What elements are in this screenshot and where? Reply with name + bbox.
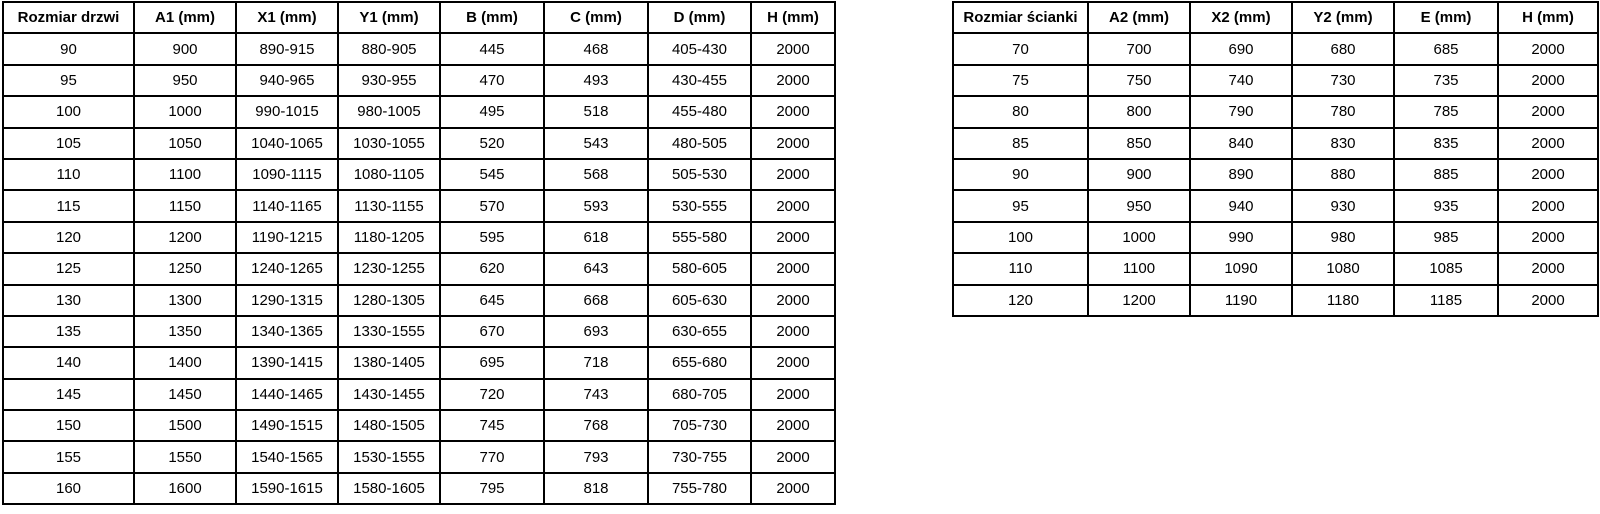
table-cell: 120 xyxy=(3,222,134,253)
table-cell: 900 xyxy=(1088,159,1190,190)
table-cell: 685 xyxy=(1394,33,1498,64)
table-cell: 1100 xyxy=(134,159,236,190)
table-cell: 2000 xyxy=(751,33,835,64)
table-cell: 695 xyxy=(440,347,544,378)
table-cell: 1030-1055 xyxy=(338,128,440,159)
column-header: X1 (mm) xyxy=(236,2,338,33)
table-cell: 690 xyxy=(1190,33,1292,64)
table-cell: 880 xyxy=(1292,159,1394,190)
table-cell: 130 xyxy=(3,285,134,316)
table-cell: 818 xyxy=(544,473,648,504)
table-cell: 1190-1215 xyxy=(236,222,338,253)
table-cell: 745 xyxy=(440,410,544,441)
column-header: E (mm) xyxy=(1394,2,1498,33)
table-cell: 1290-1315 xyxy=(236,285,338,316)
table-row xyxy=(3,347,835,378)
table-cell: 1190 xyxy=(1190,285,1292,316)
table-cell: 1400 xyxy=(134,347,236,378)
table-cell: 1090 xyxy=(1190,253,1292,284)
table-cell: 1180-1205 xyxy=(338,222,440,253)
table-row xyxy=(953,190,1598,221)
table-cell: 890 xyxy=(1190,159,1292,190)
column-header: B (mm) xyxy=(440,2,544,33)
table-cell: 445 xyxy=(440,33,544,64)
table-row xyxy=(953,285,1598,316)
wall-sizes-table xyxy=(952,1,1599,317)
table-cell: 85 xyxy=(953,128,1088,159)
table-cell: 720 xyxy=(440,379,544,410)
table-cell: 593 xyxy=(544,190,648,221)
table-cell: 493 xyxy=(544,65,648,96)
table-cell: 480-505 xyxy=(648,128,751,159)
table-row xyxy=(3,253,835,284)
table-cell: 140 xyxy=(3,347,134,378)
table-cell: 1240-1265 xyxy=(236,253,338,284)
table-cell: 1180 xyxy=(1292,285,1394,316)
table-cell: 570 xyxy=(440,190,544,221)
table-cell: 1300 xyxy=(134,285,236,316)
table-cell: 2000 xyxy=(1498,190,1598,221)
table-cell: 2000 xyxy=(751,379,835,410)
table-cell: 1000 xyxy=(134,96,236,127)
table-cell: 568 xyxy=(544,159,648,190)
table-cell: 730-755 xyxy=(648,441,751,472)
table-cell: 930-955 xyxy=(338,65,440,96)
table-cell: 2000 xyxy=(751,222,835,253)
table-cell: 2000 xyxy=(1498,222,1598,253)
table-row xyxy=(3,159,835,190)
table-row xyxy=(953,33,1598,64)
table-cell: 2000 xyxy=(1498,159,1598,190)
table-cell: 1530-1555 xyxy=(338,441,440,472)
table-cell: 950 xyxy=(1088,190,1190,221)
table-row xyxy=(3,441,835,472)
table-cell: 2000 xyxy=(751,441,835,472)
table-cell: 1500 xyxy=(134,410,236,441)
header-row xyxy=(953,2,1598,33)
table-row xyxy=(953,253,1598,284)
table-cell: 940 xyxy=(1190,190,1292,221)
table-cell: 900 xyxy=(134,33,236,64)
table-cell: 1590-1615 xyxy=(236,473,338,504)
table-cell: 940-965 xyxy=(236,65,338,96)
table-cell: 90 xyxy=(3,33,134,64)
table-cell: 885 xyxy=(1394,159,1498,190)
table-cell: 120 xyxy=(953,285,1088,316)
table-cell: 850 xyxy=(1088,128,1190,159)
table-cell: 2000 xyxy=(751,316,835,347)
table-cell: 1340-1365 xyxy=(236,316,338,347)
table-cell: 785 xyxy=(1394,96,1498,127)
table-cell: 1000 xyxy=(1088,222,1190,253)
table-cell: 750 xyxy=(1088,65,1190,96)
table-cell: 1100 xyxy=(1088,253,1190,284)
table-cell: 1200 xyxy=(1088,285,1190,316)
table-cell: 1540-1565 xyxy=(236,441,338,472)
table-cell: 985 xyxy=(1394,222,1498,253)
table-row xyxy=(3,33,835,64)
column-header: Rozmiar drzwi xyxy=(3,2,134,33)
table-cell: 2000 xyxy=(751,159,835,190)
table-cell: 740 xyxy=(1190,65,1292,96)
table-cell: 1380-1405 xyxy=(338,347,440,378)
table-row xyxy=(3,96,835,127)
table-cell: 530-555 xyxy=(648,190,751,221)
table-cell: 668 xyxy=(544,285,648,316)
column-header: H (mm) xyxy=(1498,2,1598,33)
table-cell: 80 xyxy=(953,96,1088,127)
table-cell: 1140-1165 xyxy=(236,190,338,221)
table-cell: 680 xyxy=(1292,33,1394,64)
table-row xyxy=(3,316,835,347)
door-sizes-table xyxy=(2,1,836,505)
table-cell: 1085 xyxy=(1394,253,1498,284)
table-cell: 768 xyxy=(544,410,648,441)
table-cell: 2000 xyxy=(1498,253,1598,284)
table-cell: 620 xyxy=(440,253,544,284)
table-cell: 630-655 xyxy=(648,316,751,347)
table-cell: 1550 xyxy=(134,441,236,472)
column-header: Y2 (mm) xyxy=(1292,2,1394,33)
table-cell: 890-915 xyxy=(236,33,338,64)
table-cell: 430-455 xyxy=(648,65,751,96)
table-cell: 135 xyxy=(3,316,134,347)
table-cell: 618 xyxy=(544,222,648,253)
table-row xyxy=(953,96,1598,127)
table-cell: 1390-1415 xyxy=(236,347,338,378)
table-cell: 125 xyxy=(3,253,134,284)
table-cell: 980-1005 xyxy=(338,96,440,127)
table-cell: 520 xyxy=(440,128,544,159)
table-cell: 145 xyxy=(3,379,134,410)
table-row xyxy=(953,65,1598,96)
table-cell: 643 xyxy=(544,253,648,284)
table-cell: 930 xyxy=(1292,190,1394,221)
table-cell: 95 xyxy=(3,65,134,96)
table-cell: 1040-1065 xyxy=(236,128,338,159)
table-cell: 1130-1155 xyxy=(338,190,440,221)
table-cell: 793 xyxy=(544,441,648,472)
table-cell: 2000 xyxy=(1498,65,1598,96)
table-cell: 2000 xyxy=(751,347,835,378)
table-cell: 2000 xyxy=(751,65,835,96)
table-cell: 830 xyxy=(1292,128,1394,159)
table-cell: 1280-1305 xyxy=(338,285,440,316)
table-cell: 455-480 xyxy=(648,96,751,127)
table-cell: 1450 xyxy=(134,379,236,410)
table-cell: 680-705 xyxy=(648,379,751,410)
table-row xyxy=(3,222,835,253)
table-cell: 555-580 xyxy=(648,222,751,253)
table-cell: 100 xyxy=(953,222,1088,253)
table-cell: 160 xyxy=(3,473,134,504)
table-cell: 1480-1505 xyxy=(338,410,440,441)
table-row xyxy=(953,128,1598,159)
table-cell: 2000 xyxy=(751,190,835,221)
column-header: C (mm) xyxy=(544,2,648,33)
table-cell: 950 xyxy=(134,65,236,96)
table-cell: 755-780 xyxy=(648,473,751,504)
table-cell: 1230-1255 xyxy=(338,253,440,284)
column-header: D (mm) xyxy=(648,2,751,33)
table-cell: 770 xyxy=(440,441,544,472)
column-header: H (mm) xyxy=(751,2,835,33)
table-cell: 2000 xyxy=(1498,96,1598,127)
table-cell: 1440-1465 xyxy=(236,379,338,410)
table-cell: 1200 xyxy=(134,222,236,253)
table-cell: 1050 xyxy=(134,128,236,159)
table-cell: 1250 xyxy=(134,253,236,284)
table-cell: 840 xyxy=(1190,128,1292,159)
table-cell: 155 xyxy=(3,441,134,472)
table-row xyxy=(953,222,1598,253)
table-cell: 2000 xyxy=(1498,33,1598,64)
table-cell: 1185 xyxy=(1394,285,1498,316)
table-row xyxy=(3,190,835,221)
table-cell: 100 xyxy=(3,96,134,127)
table-cell: 75 xyxy=(953,65,1088,96)
table-cell: 935 xyxy=(1394,190,1498,221)
table-cell: 980 xyxy=(1292,222,1394,253)
table-row xyxy=(3,473,835,504)
table-cell: 150 xyxy=(3,410,134,441)
table-cell: 605-630 xyxy=(648,285,751,316)
table-cell: 800 xyxy=(1088,96,1190,127)
table-cell: 518 xyxy=(544,96,648,127)
table-cell: 2000 xyxy=(751,253,835,284)
column-header: A2 (mm) xyxy=(1088,2,1190,33)
table-row xyxy=(3,128,835,159)
table-cell: 2000 xyxy=(751,285,835,316)
table-cell: 1490-1515 xyxy=(236,410,338,441)
table-cell: 1330-1555 xyxy=(338,316,440,347)
table-cell: 2000 xyxy=(751,473,835,504)
table-cell: 645 xyxy=(440,285,544,316)
table-cell: 670 xyxy=(440,316,544,347)
table-row xyxy=(3,410,835,441)
table-cell: 545 xyxy=(440,159,544,190)
column-header: Y1 (mm) xyxy=(338,2,440,33)
table-cell: 1080 xyxy=(1292,253,1394,284)
table-cell: 990-1015 xyxy=(236,96,338,127)
table-cell: 655-680 xyxy=(648,347,751,378)
table-cell: 835 xyxy=(1394,128,1498,159)
table-cell: 470 xyxy=(440,65,544,96)
table-cell: 795 xyxy=(440,473,544,504)
table-cell: 110 xyxy=(3,159,134,190)
table-cell: 990 xyxy=(1190,222,1292,253)
table-cell: 1090-1115 xyxy=(236,159,338,190)
table-cell: 2000 xyxy=(751,96,835,127)
column-header: A1 (mm) xyxy=(134,2,236,33)
table-cell: 70 xyxy=(953,33,1088,64)
table-row xyxy=(3,65,835,96)
table-cell: 2000 xyxy=(1498,128,1598,159)
table-cell: 1150 xyxy=(134,190,236,221)
table-cell: 735 xyxy=(1394,65,1498,96)
table-cell: 1580-1605 xyxy=(338,473,440,504)
table-cell: 2000 xyxy=(751,410,835,441)
table-cell: 105 xyxy=(3,128,134,159)
table-cell: 693 xyxy=(544,316,648,347)
table-cell: 1600 xyxy=(134,473,236,504)
table-cell: 780 xyxy=(1292,96,1394,127)
table-cell: 730 xyxy=(1292,65,1394,96)
table-cell: 1080-1105 xyxy=(338,159,440,190)
table-cell: 95 xyxy=(953,190,1088,221)
column-header: X2 (mm) xyxy=(1190,2,1292,33)
header-row xyxy=(3,2,835,33)
table-cell: 505-530 xyxy=(648,159,751,190)
table-cell: 880-905 xyxy=(338,33,440,64)
table-cell: 115 xyxy=(3,190,134,221)
table-cell: 790 xyxy=(1190,96,1292,127)
table-cell: 2000 xyxy=(1498,285,1598,316)
table-cell: 110 xyxy=(953,253,1088,284)
table-cell: 495 xyxy=(440,96,544,127)
table-cell: 743 xyxy=(544,379,648,410)
table-cell: 543 xyxy=(544,128,648,159)
table-cell: 2000 xyxy=(751,128,835,159)
table-cell: 580-605 xyxy=(648,253,751,284)
table-cell: 468 xyxy=(544,33,648,64)
table-row xyxy=(3,379,835,410)
table-cell: 90 xyxy=(953,159,1088,190)
table-row xyxy=(3,285,835,316)
table-cell: 1350 xyxy=(134,316,236,347)
column-header: Rozmiar ścianki xyxy=(953,2,1088,33)
table-cell: 718 xyxy=(544,347,648,378)
table-cell: 595 xyxy=(440,222,544,253)
table-row xyxy=(953,159,1598,190)
table-cell: 405-430 xyxy=(648,33,751,64)
table-cell: 705-730 xyxy=(648,410,751,441)
table-cell: 700 xyxy=(1088,33,1190,64)
table-cell: 1430-1455 xyxy=(338,379,440,410)
